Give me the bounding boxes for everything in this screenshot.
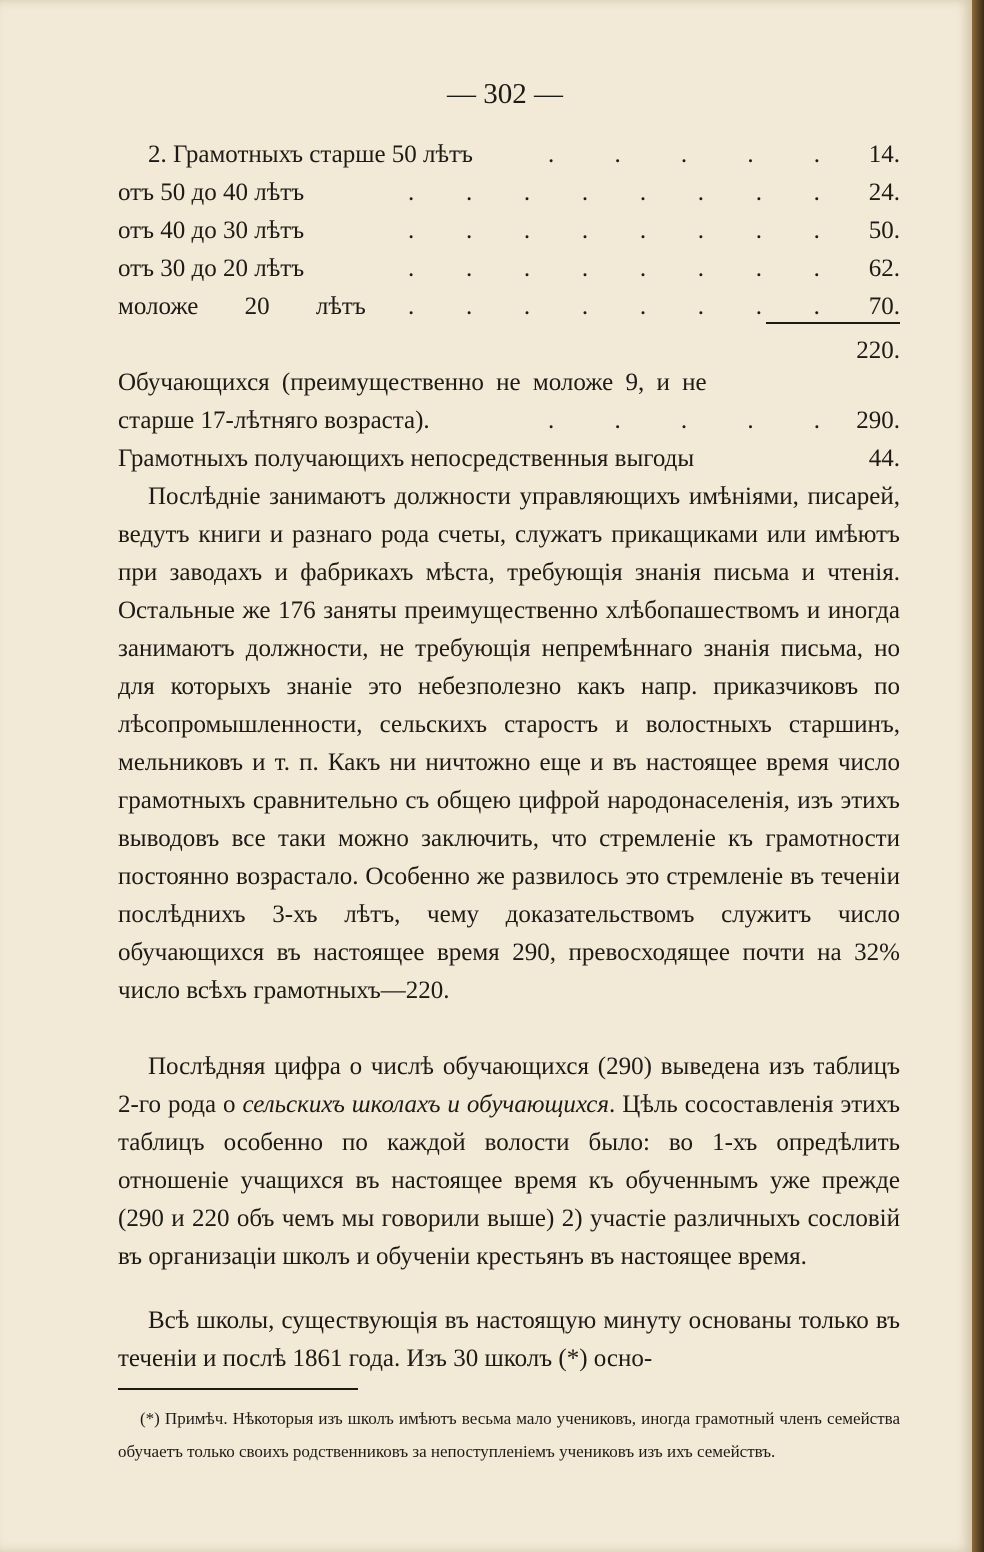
leader-dots: . . . . . . . . <box>408 179 820 206</box>
row-value: 62. <box>868 255 900 282</box>
paragraph-2 <box>118 1048 900 1276</box>
page-edge <box>972 0 984 1552</box>
paragraph-2-end: . Цѣль сосоставленія этихъ таблицъ особенно по каждой волости было: во 1-хъ опредѣлить отношеніе учащихся въ настоящее время къ обученнымъ уже прежде (290 и 220 объ чемъ мы говорили выше) 2) участіе различныхъ сословій въ организаціи школъ и обученіи крестьянъ въ настоящее время. <box>118 1091 900 1270</box>
row-value: 50. <box>868 217 900 244</box>
row-label: отъ 30 до 20 лѣтъ <box>118 255 305 282</box>
benefit-label: Грамотныхъ получающихъ непосредственныя выгоды <box>118 445 695 472</box>
row-label: 2. Грамотныхъ старше 50 лѣтъ <box>148 141 473 168</box>
row-label: моложе 20 лѣтъ <box>118 293 366 320</box>
total-value: 220. <box>856 337 900 364</box>
paragraph-2-start: Послѣдняя цифра о числѣ обучающихся (290) выведена изъ таблицъ 2-го рода о <box>118 1053 900 1118</box>
row-value: 14. <box>868 141 900 168</box>
paragraph-1-text: Послѣдніе занимаютъ должности управляющихъ имѣніями, писарей, ведутъ книги и разнаго рода счеты, служатъ прикащиками или имѣютъ при заводахъ и фабрикахъ мѣста, требующія знанія письма и чтенія. Остальные же 176 заняты преимущественно хлѣбопашествомъ и иногда занимаютъ должности, не требующія непремѣннаго знанія письма, но для которыхъ знаніе это небезполезно какъ напр. приказчиковъ по лѣсопромышленности, сельскихъ старостъ и волостныхъ старшинъ, мельниковъ и т. п. Какъ ни ничтожно еще и въ настоящее время число грамотныхъ сравнительно съ общею цифрой народонаселенія, изъ этихъ выводовъ все таки можно заключить, что стремленіе къ грамотности постоянно возрастало. Особенно же развилось это стремленіе въ теченіи послѣднихъ 3-хъ лѣтъ, чему доказательствомъ служитъ число обучающихся въ настоящее время 290, превосходящее почти на 32% число всѣхъ грамотныхъ—220. <box>118 483 900 1004</box>
leader-dots: . . . . . <box>548 141 820 168</box>
paragraph-3 <box>118 1302 900 1378</box>
benefit-value: 44. <box>868 445 900 472</box>
table-row <box>118 288 900 326</box>
page-number: — 302 — <box>447 78 563 110</box>
students-label-line1: Обучающихся (преимущественно не моложе 9, и не <box>118 369 707 396</box>
paragraph-3-text: Всѣ школы, существующія въ настоящую минуту основаны только въ теченіи и послѣ 1861 года. Изъ 30 школъ (*) осно- <box>118 1307 900 1372</box>
table-row <box>118 250 900 288</box>
table-row <box>118 212 900 250</box>
leader-dots: . . . . . <box>548 407 820 434</box>
benefit-row <box>118 440 900 478</box>
paragraph-1 <box>118 478 900 1010</box>
sum-rule <box>766 322 900 324</box>
leader-dots: . . . . . . . . <box>408 255 820 282</box>
footnote: (*) Примѣч. Нѣкоторыя изъ школъ имѣютъ весьма мало учениковъ, иногда грамотный членъ семейства обучаетъ только своихъ родственниковъ за непоступленіемъ учениковъ изъ ихъ семействъ. <box>118 1409 900 1461</box>
paragraph-2-italic: сельскихъ школахъ и обучающихся <box>242 1091 610 1118</box>
row-value: 24. <box>868 179 900 206</box>
row-value: 70. <box>868 293 900 320</box>
footnote-rule <box>118 1388 358 1390</box>
table-row <box>118 174 900 212</box>
students-row-1 <box>118 364 900 402</box>
leader-dots: . . . . . . . . <box>408 217 820 244</box>
table-row <box>118 136 900 174</box>
students-row-2 <box>118 402 900 440</box>
students-label-line2: старше 17-лѣтняго возраста). <box>118 407 430 434</box>
leader-dots: . . . . . . . . <box>408 293 820 320</box>
row-label: отъ 50 до 40 лѣтъ <box>118 179 305 206</box>
students-value: 290. <box>856 407 900 434</box>
row-label: отъ 40 до 30 лѣтъ <box>118 217 305 244</box>
